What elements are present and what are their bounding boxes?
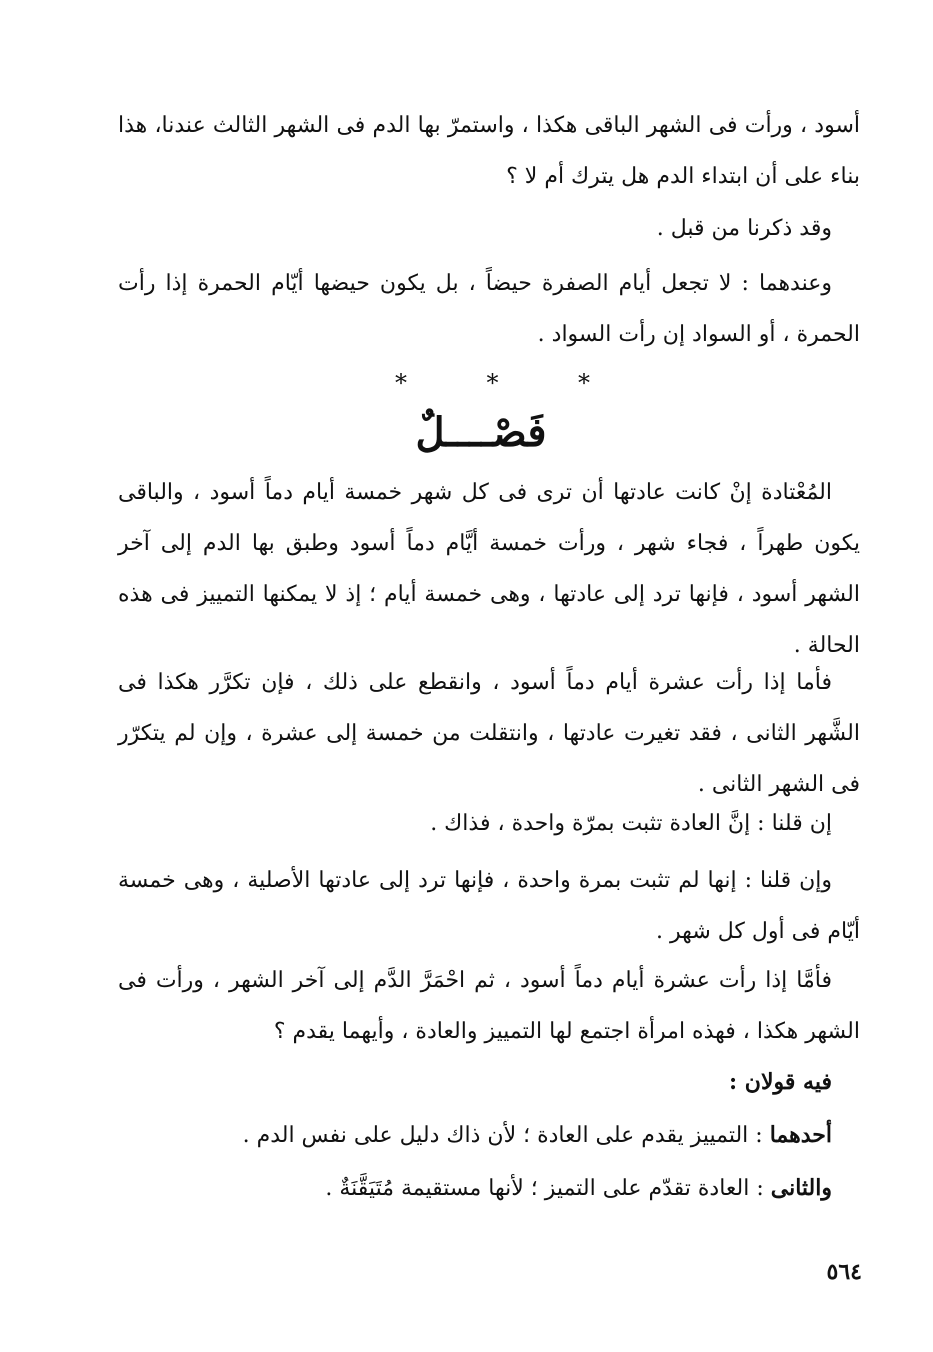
- paragraph-ten-days: فأما إذا رأت عشرة أيام دماً أسود ، وانقطع على ذلك ، فإن تكرَّر هكذا فى الشَّهر الثانى ، فقد تغيرت عادتها ، وانتقلت من خمسة إلى عشرة ، وإن لم يتكرّر فى الشهر الثانى .: [118, 670, 860, 797]
- separator-star: *: [578, 369, 590, 397]
- paragraph-reference: وقد ذكرنا من قبل .: [656, 216, 832, 241]
- paragraph-two-opinions: فيه قولان :: [729, 1069, 832, 1095]
- paragraph-continuation: أسود ، ورأت فى الشهر الباقى هكذا ، واستمرّ بها الدم فى الشهر الثالث عندنا، هذا بناء على أن ابتداء الدم هل يترك أم لا ؟: [118, 113, 860, 189]
- opinion-second-text: : العادة تقدّم على التميز ؛ لأنها مستقيمة مُتَيَقَّنَةٌ .: [325, 1176, 771, 1201]
- section-heading: فَصْــــلٌ: [415, 409, 547, 456]
- paragraph-if-we-say: إن قلنا : إنَّ العادة تثبت بمرّة واحدة ، فذاك .: [430, 811, 832, 836]
- paragraph-opinion-of-two: وعندهما : لا تجعل أيام الصفرة حيضاً ، بل يكون حيضها أيّام الحمرة إذا رأت الحمرة ، أو السواد إن رأت السواد .: [118, 271, 860, 347]
- opinion-second-lead: والثانى: [770, 1175, 832, 1201]
- paragraph-not-established: وإن قلنا : إنها لم تثبت بمرة واحدة ، فإنها ترد إلى عادتها الأصلية ، وهى خمسة أيّام فى أول كل شهر .: [118, 868, 860, 944]
- paragraph-habitual-woman: المُعْتادة إنْ كانت عادتها أن ترى فى كل شهر خمسة أيام دماً أسود ، والباقى يكون طهراً ، فجاء شهر ، ورأت خمسة أيَّام دماً أسود وطبق بها الدم إلى آخر الشهر أسود ، فإنها ترد إلى عادتها ، وهى خمسة أيام ؛ إذ لا يمكنها التمييز فى هذه الحالة .: [118, 480, 860, 658]
- section-separator: [395, 365, 590, 401]
- paragraph-discernment-and-habit: فأمَّا إذا رأت عشرة أيام دماً أسود ، ثم احْمَرَّ الدَّم إلى آخر الشهر ، ورأت فى الشهر هكذا ، فهذه امرأة اجتمع لها التمييز والعادة ، وأيهما يقدم ؟: [118, 968, 860, 1044]
- opinion-second: [118, 1163, 832, 1214]
- opinion-first-text: : التمييز يقدم على العادة ؛ لأن ذاك دليل على نفس الدم .: [242, 1123, 770, 1148]
- separator-star: *: [486, 369, 499, 397]
- separator-star: *: [395, 369, 407, 397]
- opinion-first-lead: أحدهما: [769, 1122, 832, 1148]
- page-number: ٥٦٤: [826, 1259, 862, 1285]
- opinion-first: [118, 1110, 832, 1161]
